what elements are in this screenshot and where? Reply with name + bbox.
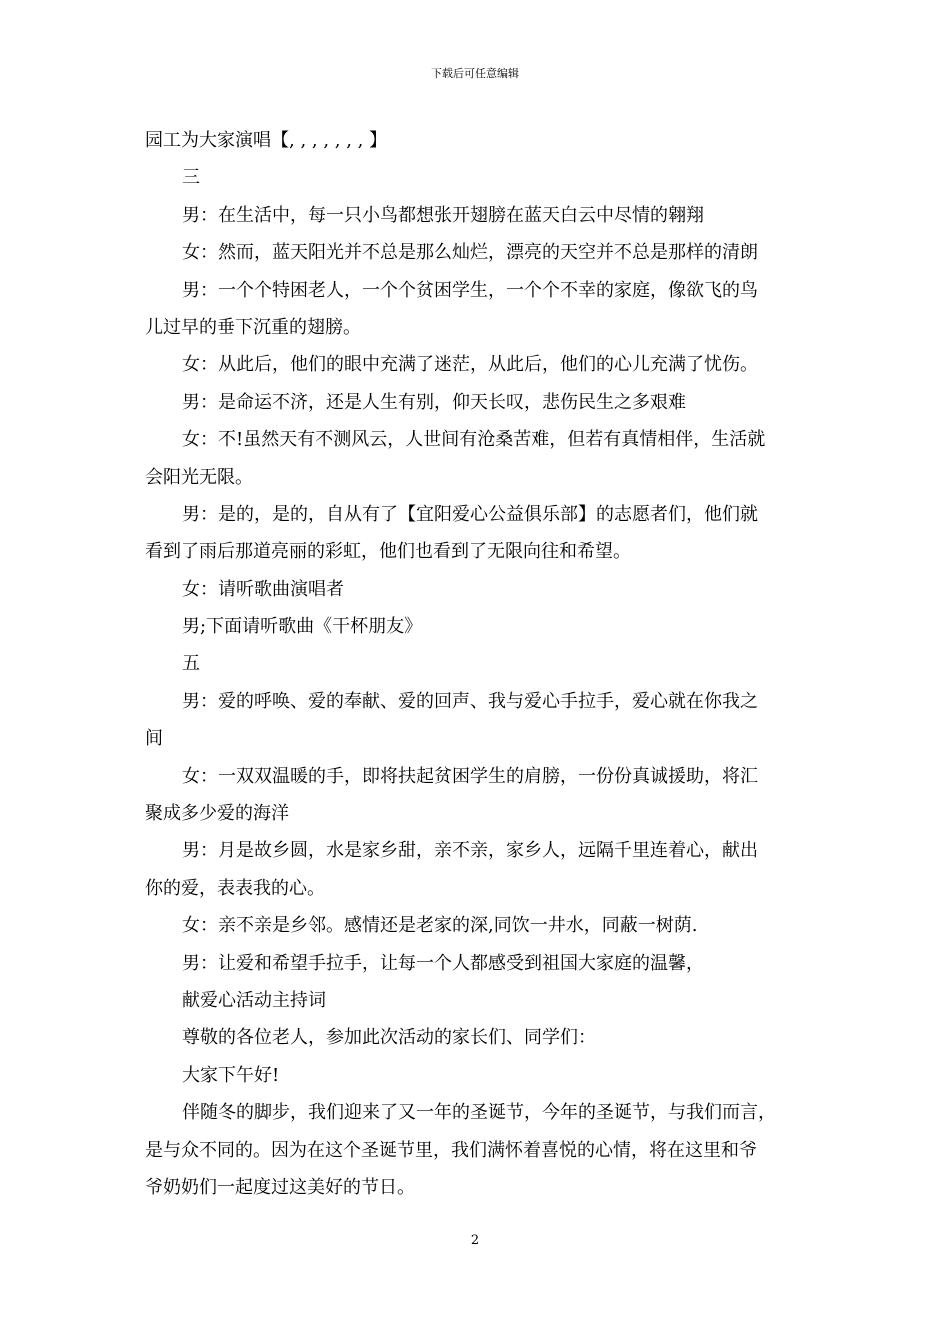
text-line: 会阳光无限。 xyxy=(145,466,253,488)
text-line: 男：一个个特困老人，一个个贫困学生，一个个不幸的家庭，像欲飞的鸟 xyxy=(182,279,758,301)
text-line: 女：然而，蓝天阳光并不总是那么灿烂，漂亮的天空并不总是那样的清朗 xyxy=(182,242,758,264)
text-line: 男：月是故乡圆，水是家乡甜，亲不亲，家乡人，远隔千里连着心，献出 xyxy=(182,840,758,862)
text-line: 男：爱的呼唤、爱的奉献、爱的回声、我与爱心手拉手，爱心就在你我之 xyxy=(182,690,758,712)
text-line: 女：请听歌曲演唱者 xyxy=(182,578,344,600)
text-line: 女：一双双温暖的手，即将扶起贫困学生的肩膀，一份份真诚援助，将汇 xyxy=(182,765,758,787)
text-line: 男：是命运不济，还是人生有别，仰天长叹，悲伤民生之多艰难 xyxy=(182,391,686,413)
text-line: 三 xyxy=(182,167,200,189)
text-line: 献爱心活动主持词 xyxy=(182,989,326,1011)
text-line: 五 xyxy=(182,653,200,675)
text-line: 是与众不同的。因为在这个圣诞节里，我们满怀着喜悦的心情，将在这里和爷 xyxy=(145,1139,757,1161)
text-line: 女：不!虽然天有不测风云，人世间有沧桑苦难，但若有真情相伴，生活就 xyxy=(182,429,766,451)
document-body xyxy=(145,122,810,1206)
text-line: 男：是的，是的，自从有了【宜阳爱心公益俱乐部】的志愿者们，他们就 xyxy=(182,503,758,525)
text-line: 女：从此后，他们的眼中充满了迷茫，从此后，他们的心儿充满了忧伤。 xyxy=(182,354,758,376)
text-line: 你的爱，表表我的心。 xyxy=(145,877,325,899)
text-line: 大家下午好! xyxy=(182,1064,280,1086)
text-line: 尊敬的各位老人，参加此次活动的家长们、同学们： xyxy=(182,1027,596,1049)
page-header: 下载后可任意编辑 xyxy=(431,67,519,80)
text-line: 伴随冬的脚步，我们迎来了又一年的圣诞节，今年的圣诞节，与我们而言， xyxy=(182,1102,776,1124)
text-line: 园工为大家演唱【, , , , , , , 】 xyxy=(145,130,388,151)
text-line: 女：亲不亲是乡邻。感情还是老家的深,同饮一井水，同蔽一树荫. xyxy=(182,915,698,937)
text-line: 男;下面请听歌曲《干杯朋友》 xyxy=(182,616,423,638)
text-line: 间 xyxy=(145,728,163,750)
text-line: 爷奶奶们一起度过这美好的节日。 xyxy=(145,1176,415,1198)
text-line: 男：在生活中，每一只小鸟都想张开翅膀在蓝天白云中尽情的翱翔 xyxy=(182,204,704,226)
text-line: 儿过早的垂下沉重的翅膀。 xyxy=(145,316,361,338)
page-number: 2 xyxy=(470,1233,480,1248)
text-line: 聚成多少爱的海洋 xyxy=(145,803,289,825)
text-line: 看到了雨后那道亮丽的彩虹，他们也看到了无限向往和希望。 xyxy=(145,541,631,563)
text-line: 男：让爱和希望手拉手，让每一个人都感受到祖国大家庭的温馨， xyxy=(182,952,704,974)
